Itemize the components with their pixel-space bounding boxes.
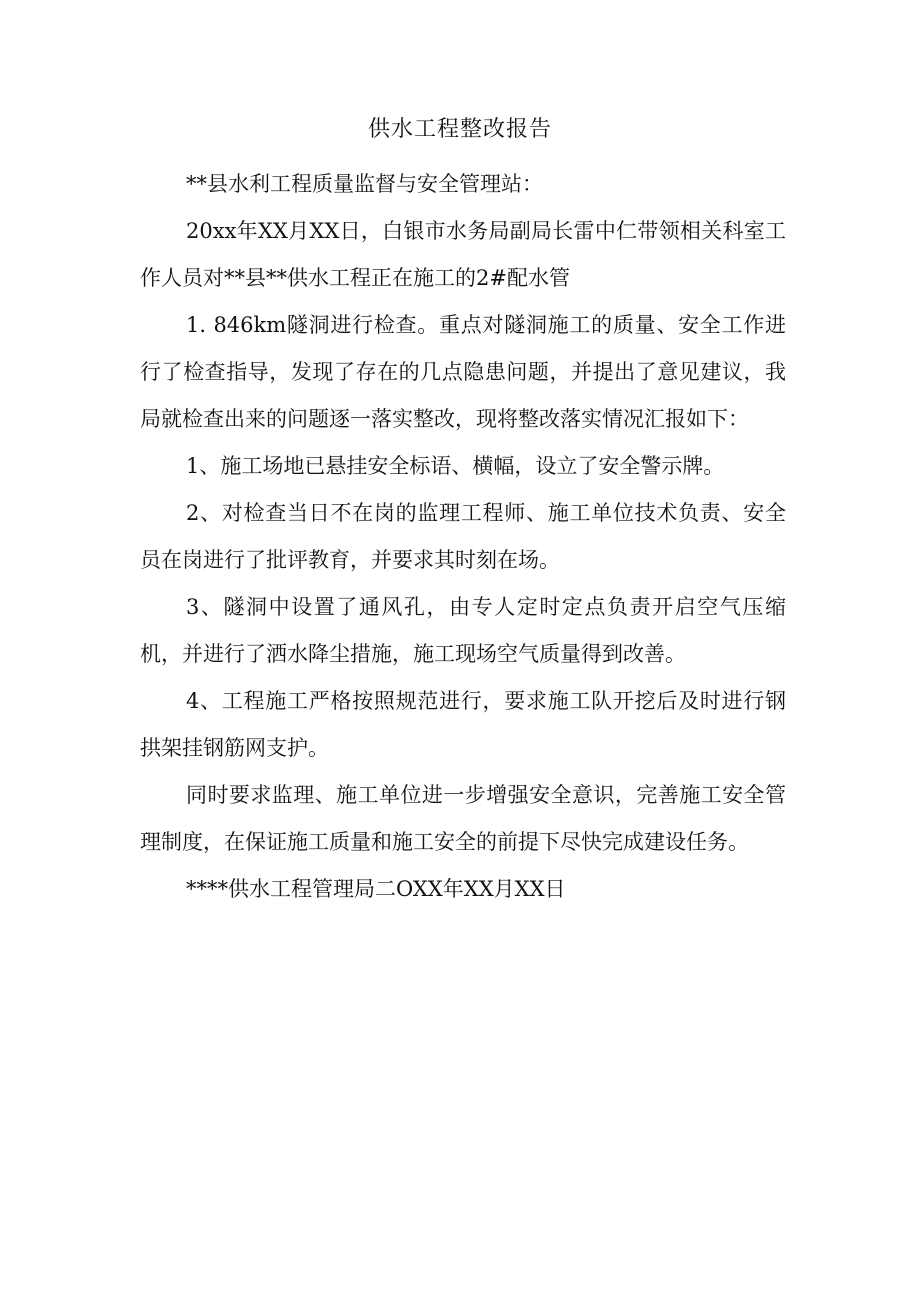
paragraph-item-1: 1、施工场地已悬挂安全标语、横幅，设立了安全警示牌。 xyxy=(186,454,725,478)
document-body xyxy=(140,161,786,913)
paragraph-item-3: 3、隧洞中设置了通风孔，由专人定时定点负责开启空气压缩机，并进行了洒水降尘措施，施工现场空气质量得到改善。 xyxy=(140,595,786,666)
signature-line: ****供水工程管理局二OXX年XX月XX日 xyxy=(186,877,566,901)
salutation: **县水利工程质量监督与安全管理站： xyxy=(186,172,543,196)
paragraph-inspection-detail: 1. 846km隧洞进行检查。重点对隧洞施工的质量、安全工作进行了检查指导，发现了存在的几点隐患问题，并提出了意见建议，我局就检查出来的问题逐一落实整改，现将整改落实情况汇报如下： xyxy=(140,313,786,431)
paragraph-item-2: 2、对检查当日不在岗的监理工程师、施工单位技术负责、安全员在岗进行了批评教育，并要求其时刻在场。 xyxy=(140,501,786,572)
document-title: 供水工程整改报告 xyxy=(367,117,552,142)
paragraph-inspection-intro: 20xx年XX月XX日，白银市水务局副局长雷中仁带领相关科室工作人员对**县**供水工程正在施工的2#配水管 xyxy=(140,219,786,290)
paragraph-item-4: 4、工程施工严格按照规范进行，要求施工队开挖后及时进行钢拱架挂钢筋网支护。 xyxy=(140,689,786,760)
paragraph-conclusion: 同时要求监理、施工单位进一步增强安全意识，完善施工安全管理制度，在保证施工质量和施工安全的前提下尽快完成建设任务。 xyxy=(140,783,786,854)
